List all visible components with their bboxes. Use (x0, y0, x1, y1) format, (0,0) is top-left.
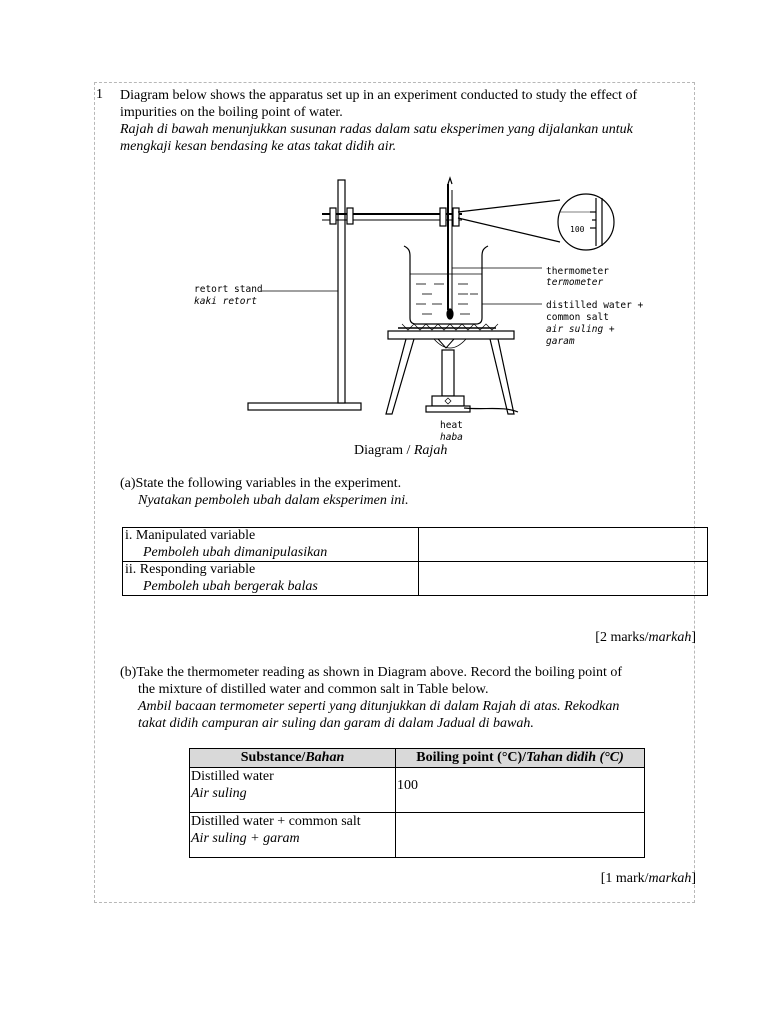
part-b-line-ms: takat didih campuran air suling dan garam di dalam Jadual di bawah. (138, 716, 534, 731)
caption-en: Diagram / (354, 443, 414, 458)
boiling-point-answer[interactable] (396, 813, 645, 858)
beaker (404, 246, 488, 324)
distilled-water-label: distilled water + (546, 300, 644, 311)
intro-ms-line: mengkaji kesan bendasing ke atas takat didih air. (120, 139, 397, 154)
question-intro (120, 87, 695, 155)
table-header-row (190, 749, 645, 768)
manipulated-variable-label: i. Manipulated variable (125, 528, 256, 543)
part-a-prompt (120, 475, 409, 509)
part-b-prompt (120, 664, 695, 732)
distilled-water-label-ms: garam (546, 336, 575, 347)
boiling-point-header: Boiling point (°C)/Tahan didih (°C) (396, 749, 645, 768)
heat-label: heat (440, 420, 463, 431)
substance-cell-ms: Air suling + garam (191, 831, 300, 846)
table-row (190, 813, 645, 858)
question-number: 1 (96, 87, 103, 102)
manipulated-variable-label-ms: Pemboleh ubah dimanipulasikan (143, 544, 328, 560)
substance-cell: Distilled water (191, 769, 274, 784)
part-a-prompt-ms: Nyatakan pemboleh ubah dalam eksperimen ini. (138, 493, 409, 508)
heat-label-ms: haba (440, 432, 463, 443)
part-b-label: (b) (120, 665, 137, 680)
boiling-point-table (189, 748, 645, 858)
thermometer-label-ms: termometer (546, 277, 604, 288)
scale-reading: 100 (570, 225, 585, 234)
responding-variable-label: ii. Responding variable (125, 562, 256, 577)
retort-stand-label: retort stand (194, 284, 263, 295)
intro-en-line: Diagram below shows the apparatus set up in an experiment conducted to study the effect of (120, 88, 638, 103)
part-a-marks: [2 marks/markah] (595, 630, 696, 645)
part-b-line-ms: Ambil bacaan termometer seperti yang ditunjukkan di dalam Rajah di atas. Rekodkan (138, 699, 620, 714)
retort-stand-label-ms: kaki retort (194, 296, 257, 307)
substance-header: Substance/Bahan (190, 749, 396, 768)
part-b-line: Take the thermometer reading as shown in Diagram above. Record the boiling point of (136, 665, 623, 680)
retort-base (248, 403, 361, 410)
part-b-line: the mixture of distilled water and common salt in Table below. (138, 682, 489, 697)
manipulated-variable-answer[interactable] (419, 528, 708, 562)
diagram-caption (354, 443, 447, 459)
substance-cell: Distilled water + common salt (191, 814, 361, 829)
substance-cell-ms: Air suling (191, 786, 247, 801)
intro-en-line: impurities on the boiling point of water. (120, 105, 343, 120)
caption-ms: Rajah (413, 443, 448, 458)
part-b-marks: [1 mark/markah] (600, 871, 696, 886)
thermometer-label: thermometer (546, 266, 609, 277)
part-a-label: (a) (120, 476, 136, 491)
responding-variable-label-ms: Pemboleh ubah bergerak balas (143, 578, 318, 594)
responding-variable-answer[interactable] (419, 562, 708, 596)
distilled-water-label-ms: air suling + (546, 324, 615, 335)
distilled-water-label: common salt (546, 312, 609, 323)
variables-table (122, 527, 708, 596)
table-row (123, 528, 708, 562)
intro-ms-line: Rajah di bawah menunjukkan susunan radas dalam satu eksperimen yang dijalankan untuk (120, 122, 633, 137)
thermometer-scale-zoom (558, 194, 614, 250)
part-a-prompt-en: State the following variables in the experiment. (135, 476, 402, 491)
table-row (123, 562, 708, 596)
table-row (190, 768, 645, 813)
apparatus-diagram (190, 170, 644, 445)
bunsen-burner (442, 350, 454, 396)
boiling-point-value: 100 (396, 768, 645, 813)
tripod-top (388, 331, 514, 339)
